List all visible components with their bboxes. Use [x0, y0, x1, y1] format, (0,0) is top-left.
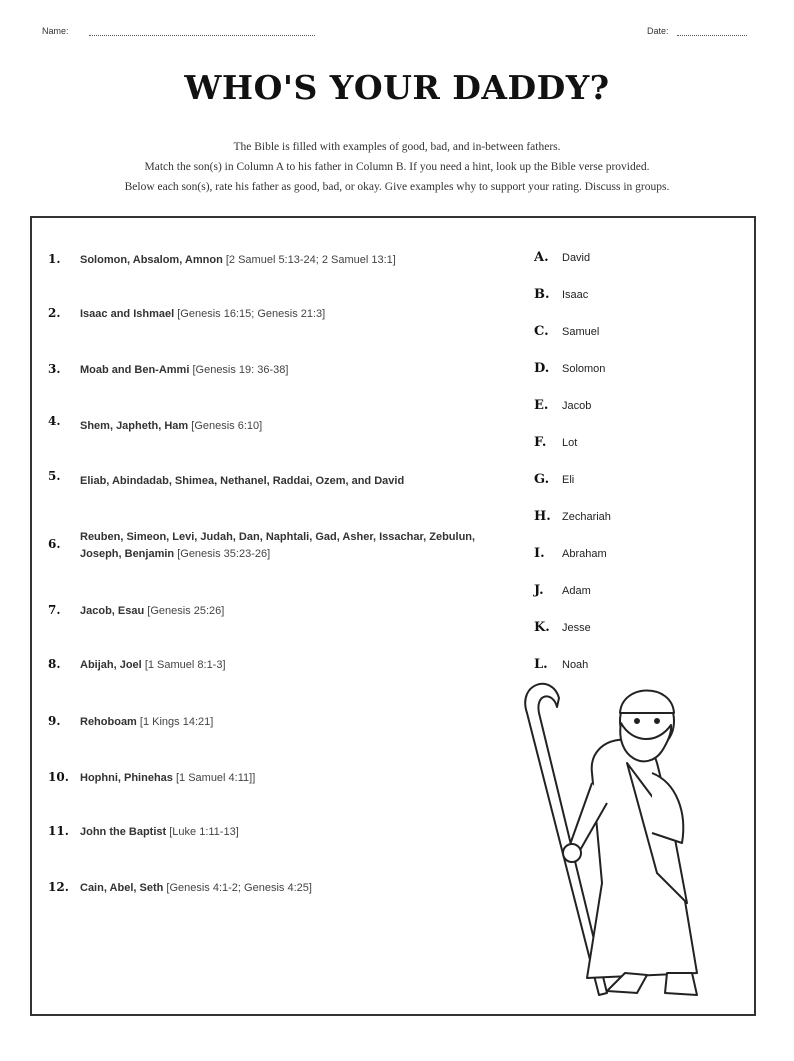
son-names: Isaac and Ishmael — [80, 308, 175, 320]
father-name: Noah — [562, 659, 589, 671]
father-option — [534, 583, 591, 598]
father-option — [534, 620, 591, 635]
father-name: Isaac — [562, 289, 589, 301]
son-names: John the Baptist — [80, 826, 167, 838]
item-text — [80, 306, 500, 323]
matching-box — [30, 216, 756, 1016]
name-field[interactable] — [42, 26, 315, 36]
item-text — [80, 418, 500, 435]
son-names: Cain, Abel, Seth — [80, 882, 164, 894]
son-names: Hophni, Phinehas — [80, 772, 173, 784]
option-letter: B. — [534, 287, 550, 302]
item-number: 9. — [48, 714, 61, 728]
option-letter: J. — [534, 583, 544, 598]
page-title: WHO'S YOUR DADDY? — [184, 68, 610, 107]
option-letter: L. — [534, 657, 548, 672]
father-name: Eli — [562, 474, 575, 486]
date-field[interactable] — [647, 26, 747, 36]
item-number: 8. — [48, 657, 61, 671]
verse-reference: [1 Samuel 8:1-3] — [144, 659, 226, 671]
father-name: Jacob — [562, 400, 592, 412]
instruction-line: Below each son(s), rate his father as good, bad, or okay. Give examples why to support your rating. Discuss in groups. — [124, 181, 670, 193]
verse-reference: [Genesis 4:1-2; Genesis 4:25] — [166, 882, 312, 894]
verse-reference: [Genesis 35:23-26] — [177, 548, 271, 560]
item-text — [80, 880, 500, 897]
son-names: Abijah, Joel — [80, 659, 142, 671]
item-text — [80, 657, 500, 674]
option-letter: G. — [534, 472, 550, 487]
father-name: Jesse — [562, 622, 591, 634]
father-name: Solomon — [562, 363, 606, 375]
item-text — [80, 824, 500, 841]
father-illustration-icon — [497, 673, 757, 1013]
item-number: 1. — [48, 252, 61, 266]
option-letter: E. — [534, 398, 549, 413]
option-letter: F. — [534, 435, 547, 450]
father-option — [534, 250, 590, 265]
father-option — [534, 398, 591, 413]
date-line[interactable] — [677, 26, 747, 36]
verse-reference: [Genesis 6:10] — [191, 420, 263, 432]
item-text — [80, 252, 500, 269]
name-line[interactable] — [89, 26, 315, 36]
father-name: Zechariah — [562, 511, 611, 523]
son-names: Reuben, Simeon, Levi, Judah, Dan, Naphtali, Gad, Asher, Issachar, Zebulun, Joseph, Benjamin — [80, 531, 476, 560]
option-letter: C. — [534, 324, 549, 339]
option-letter: H. — [534, 509, 551, 524]
item-text — [80, 529, 500, 563]
date-label: Date: — [647, 26, 669, 36]
father-name: Adam — [562, 585, 591, 597]
father-name: Samuel — [562, 326, 600, 338]
verse-reference: [1 Kings 14:21] — [139, 716, 214, 728]
son-names: Rehoboam — [80, 716, 137, 728]
option-letter: D. — [534, 361, 550, 376]
item-text — [80, 603, 500, 620]
name-label: Name: — [42, 26, 69, 36]
father-option — [534, 324, 599, 339]
instruction-line: The Bible is filled with examples of good, bad, and in-between fathers. — [233, 141, 561, 153]
item-text — [80, 362, 500, 379]
option-letter: I. — [534, 546, 545, 561]
verse-reference: [Luke 1:11-13] — [169, 826, 239, 838]
verse-reference: [2 Samuel 5:13-24; 2 Samuel 13:1] — [225, 254, 396, 266]
verse-reference: [1 Samuel 4:11]] — [175, 772, 256, 784]
item-text — [80, 473, 500, 490]
item-number: 6. — [48, 537, 61, 551]
item-number: 3. — [48, 362, 61, 376]
item-text — [80, 770, 500, 787]
item-number: 11. — [48, 824, 69, 838]
father-name: Abraham — [562, 548, 607, 560]
father-name: David — [562, 252, 591, 264]
item-text — [80, 714, 500, 731]
item-number: 7. — [48, 603, 61, 617]
father-option — [534, 546, 607, 561]
son-names: Shem, Japheth, Ham — [80, 420, 189, 432]
option-letter: A. — [534, 250, 549, 265]
instruction-line: Match the son(s) in Column A to his father in Column B. If you need a hint, look up the Bible verse provided. — [144, 161, 650, 173]
item-number: 2. — [48, 306, 61, 320]
father-option — [534, 509, 611, 524]
father-option — [534, 472, 574, 487]
verse-reference: [Genesis 19: 36-38] — [192, 364, 289, 376]
option-letter: K. — [534, 620, 550, 635]
son-names: Moab and Ben-Ammi — [80, 364, 190, 376]
item-number: 12. — [48, 880, 69, 894]
son-names: Solomon, Absalom, Amnon — [80, 254, 223, 266]
father-option — [534, 657, 588, 672]
instructions — [0, 137, 794, 197]
father-name: Lot — [562, 437, 578, 449]
item-number: 10. — [48, 770, 69, 784]
item-number: 4. — [48, 414, 61, 428]
verse-reference: [Genesis 25:26] — [147, 605, 225, 617]
son-names: Jacob, Esau — [80, 605, 145, 617]
father-option — [534, 435, 577, 450]
son-names: Eliab, Abindadab, Shimea, Nethanel, Raddai, Ozem, and David — [80, 475, 405, 487]
verse-reference: [Genesis 16:15; Genesis 21:3] — [177, 308, 326, 320]
item-number: 5. — [48, 469, 61, 483]
father-option — [534, 287, 588, 302]
father-option — [534, 361, 605, 376]
